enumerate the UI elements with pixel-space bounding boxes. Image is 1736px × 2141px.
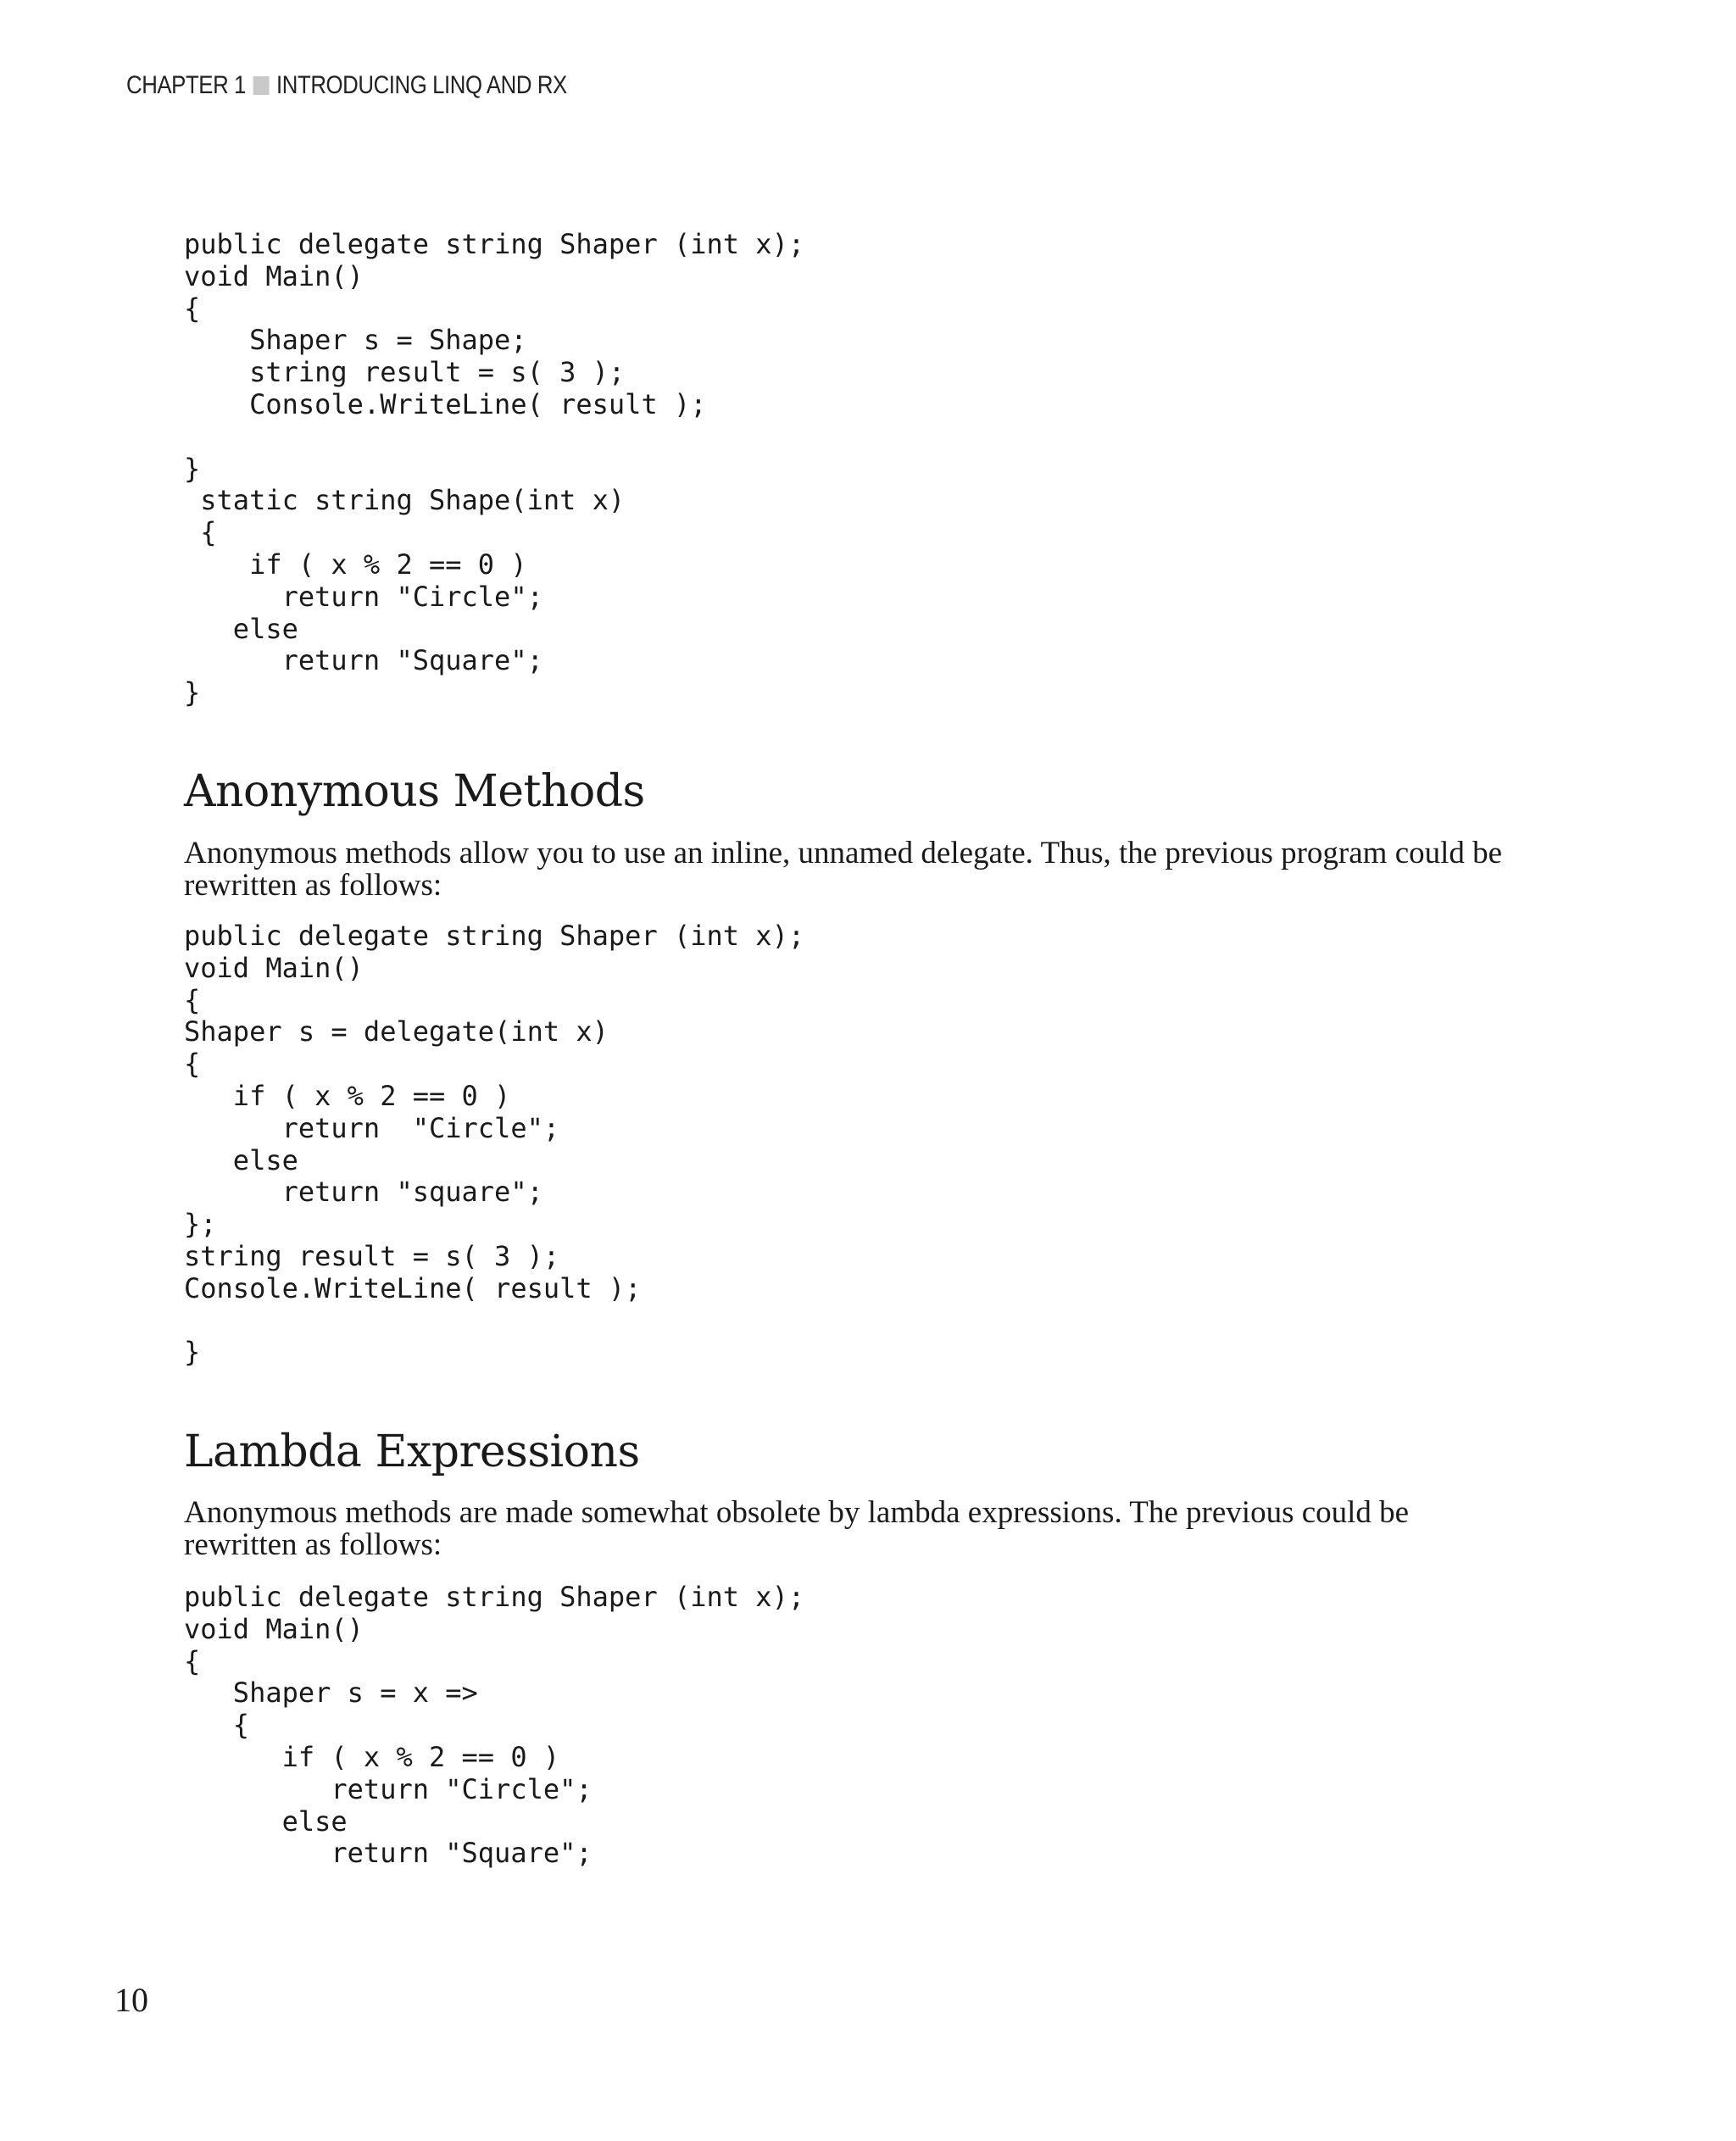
code-line: else xyxy=(184,1805,348,1838)
code-line: return "Circle"; xyxy=(184,1772,593,1805)
code-line: Shaper s = delegate(int x) xyxy=(184,1015,609,1048)
code-line: void Main() xyxy=(184,259,364,292)
code-line: void Main() xyxy=(184,1612,364,1645)
code-line: { xyxy=(184,292,201,325)
code-line: public delegate string Shaper (int x); xyxy=(184,1581,805,1613)
code-line: } xyxy=(184,676,201,709)
paragraph-lambda-expressions: Anonymous methods are made somewhat obsolete by lambda expressions. The previous could be rewritten as follows: xyxy=(184,1495,1410,1562)
code-line: { xyxy=(184,1048,201,1081)
code-line: } xyxy=(184,452,201,485)
code-line: } xyxy=(184,1336,201,1369)
code-line: else xyxy=(184,1143,298,1176)
code-line: if ( x % 2 == 0 ) xyxy=(184,1740,560,1773)
code-line: if ( x % 2 == 0 ) xyxy=(184,548,527,581)
header-separator-square xyxy=(253,76,270,95)
code-line: return "Square"; xyxy=(184,644,543,677)
code-line: return "Circle"; xyxy=(184,580,543,613)
code-line: string result = s( 3 ); xyxy=(184,1239,560,1272)
code-line: return "square"; xyxy=(184,1176,543,1209)
code-line: void Main() xyxy=(184,951,364,984)
code-block-lambda xyxy=(184,1582,804,1870)
code-line: Shaper s = Shape; xyxy=(184,324,527,357)
code-line: if ( x % 2 == 0 ) xyxy=(184,1079,511,1112)
section-heading-anonymous-methods: Anonymous Methods xyxy=(184,766,645,817)
code-line: Shaper s = x => xyxy=(184,1677,478,1710)
code-line: Console.WriteLine( result ); xyxy=(184,387,707,420)
chapter-title: INTRODUCING LINQ AND RX xyxy=(276,71,567,99)
code-line: public delegate string Shaper (int x); xyxy=(184,228,805,260)
code-block-delegate xyxy=(184,229,804,709)
page-number: 10 xyxy=(114,1981,148,2019)
code-line: { xyxy=(184,1709,250,1742)
code-line: else xyxy=(184,612,298,645)
chapter-label: CHAPTER 1 xyxy=(126,71,246,99)
code-line: { xyxy=(184,1644,201,1677)
code-line xyxy=(184,1305,804,1337)
code-line: { xyxy=(184,983,201,1016)
code-line: public delegate string Shaper (int x); xyxy=(184,920,805,952)
code-line: { xyxy=(184,516,217,549)
code-line xyxy=(184,421,804,453)
section-heading-lambda-expressions: Lambda Expressions xyxy=(184,1426,640,1477)
code-line: }; xyxy=(184,1208,217,1241)
paragraph-anonymous-methods: Anonymous methods allow you to use an inline, unnamed delegate. Thus, the previous program could be rewritten as follows: xyxy=(184,836,1503,903)
code-block-anonymous-method xyxy=(184,920,804,1369)
running-header xyxy=(126,71,567,100)
code-line: Console.WriteLine( result ); xyxy=(184,1271,642,1304)
code-line: return "Square"; xyxy=(184,1837,593,1870)
code-line: return "Circle"; xyxy=(184,1111,560,1144)
code-line: string result = s( 3 ); xyxy=(184,356,626,389)
code-line: static string Shape(int x) xyxy=(184,484,626,517)
